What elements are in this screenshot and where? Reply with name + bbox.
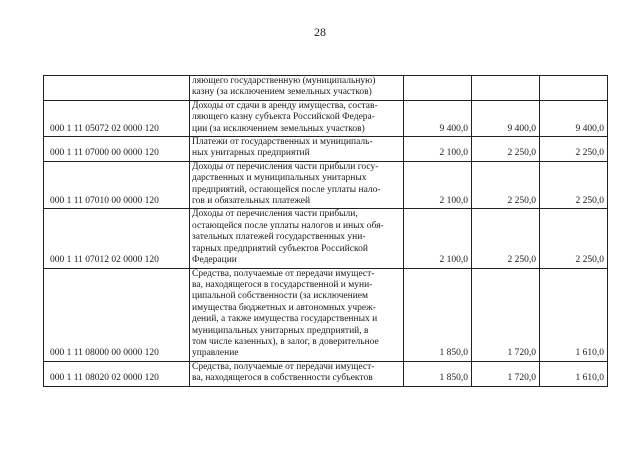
amount-cell-year-3: 9 400,0 [540, 100, 608, 136]
description-line: ва, находящегося в собственности субъектов [192, 373, 373, 384]
description-line: ципальной собственности (за исключением [192, 291, 369, 302]
table-row [44, 268, 608, 361]
table-row [44, 76, 608, 101]
amount-cell-year-1: 2 100,0 [404, 161, 472, 209]
description-line: предприятий, остающейся после уплаты нало- [192, 184, 381, 195]
amount-cell-year-1: 1 850,0 [404, 361, 472, 386]
revenue-description-cell [190, 268, 404, 361]
table-row [44, 161, 608, 209]
description-line: Доходы от перечисления части прибыли госу- [192, 161, 379, 172]
amount-cell-year-3: 1 610,0 [540, 361, 608, 386]
amount-cell-year-2: 1 720,0 [472, 268, 540, 361]
table-row [44, 100, 608, 136]
amount-cell-year-3: 2 250,0 [540, 137, 608, 162]
amount-cell-year-2: 1 720,0 [472, 361, 540, 386]
revenue-description-cell [190, 137, 404, 162]
amount-cell-year-1: 2 100,0 [404, 209, 472, 268]
revenue-code-cell: 000 1 11 08020 02 0000 120 [44, 361, 190, 386]
description-line: ва, находящегося в государственной и муни- [192, 279, 373, 290]
description-line: муниципальных унитарных предприятий, в [192, 325, 369, 336]
description-line: дарственных и муниципальных унитарных [192, 173, 367, 184]
description-line: гов и обязательных платежей [192, 196, 311, 207]
description-line: Федерации [192, 255, 237, 266]
revenue-code-cell [44, 76, 190, 101]
table-row [44, 137, 608, 162]
description-line: тарных предприятий субъектов Российской [192, 243, 368, 254]
revenue-description-cell [190, 100, 404, 136]
description-line: том числе казенных), в залог, в доверительное [192, 336, 379, 347]
amount-cell-year-3: 1 610,0 [540, 268, 608, 361]
description-line: остающейся после уплаты налогов и иных обя- [192, 220, 384, 231]
description-line: ции (за исключением земельных участков) [192, 123, 365, 134]
amount-cell-year-1: 9 400,0 [404, 100, 472, 136]
table-body [44, 76, 608, 387]
description-line: имущества бюджетных и автономных учреж- [192, 302, 376, 313]
description-line: Доходы от сдачи в аренду имущества, состав- [192, 100, 378, 111]
description-line: ных унитарных предприятий [192, 148, 310, 159]
revenue-code-cell: 000 1 11 07012 02 0000 120 [44, 209, 190, 268]
description-line: Платежи от государственных и муниципаль- [192, 137, 373, 148]
page-number: 28 [314, 25, 326, 39]
table-row [44, 361, 608, 386]
amount-cell-year-2 [472, 76, 540, 101]
table-row [44, 209, 608, 268]
description-line: Средства, получаемые от передачи имущест- [192, 268, 375, 279]
description-line: Средства, получаемые от передачи имущест- [192, 361, 375, 372]
description-line: Доходы от перечисления части прибыли, [192, 209, 358, 220]
amount-cell-year-3: 2 250,0 [540, 161, 608, 209]
revenue-code-cell: 000 1 11 05072 02 0000 120 [44, 100, 190, 136]
amount-cell-year-1: 2 100,0 [404, 137, 472, 162]
description-line: зательных платежей государственных уни- [192, 232, 366, 243]
description-line: ляющего государственную (муниципальную) [192, 76, 376, 86]
amount-cell-year-3 [540, 76, 608, 101]
amount-cell-year-2: 2 250,0 [472, 209, 540, 268]
budget-revenue-table [43, 75, 608, 387]
description-line: ляющего казну субъекта Российской Федера- [192, 112, 375, 123]
revenue-code-cell: 000 1 11 08000 00 0000 120 [44, 268, 190, 361]
revenue-description-cell [190, 361, 404, 386]
amount-cell-year-2: 2 250,0 [472, 137, 540, 162]
amount-cell-year-2: 9 400,0 [472, 100, 540, 136]
amount-cell-year-3: 2 250,0 [540, 209, 608, 268]
revenue-description-cell [190, 76, 404, 101]
revenue-description-cell [190, 209, 404, 268]
description-line: управление [192, 348, 239, 359]
revenue-code-cell: 000 1 11 07010 00 0000 120 [44, 161, 190, 209]
amount-cell-year-1 [404, 76, 472, 101]
description-line: дений, а также имущества государственных и [192, 314, 378, 325]
revenue-code-cell: 000 1 11 07000 00 0000 120 [44, 137, 190, 162]
amount-cell-year-2: 2 250,0 [472, 161, 540, 209]
description-line: казну (за исключением земельных участков) [192, 87, 372, 98]
amount-cell-year-1: 1 850,0 [404, 268, 472, 361]
revenue-description-cell [190, 161, 404, 209]
